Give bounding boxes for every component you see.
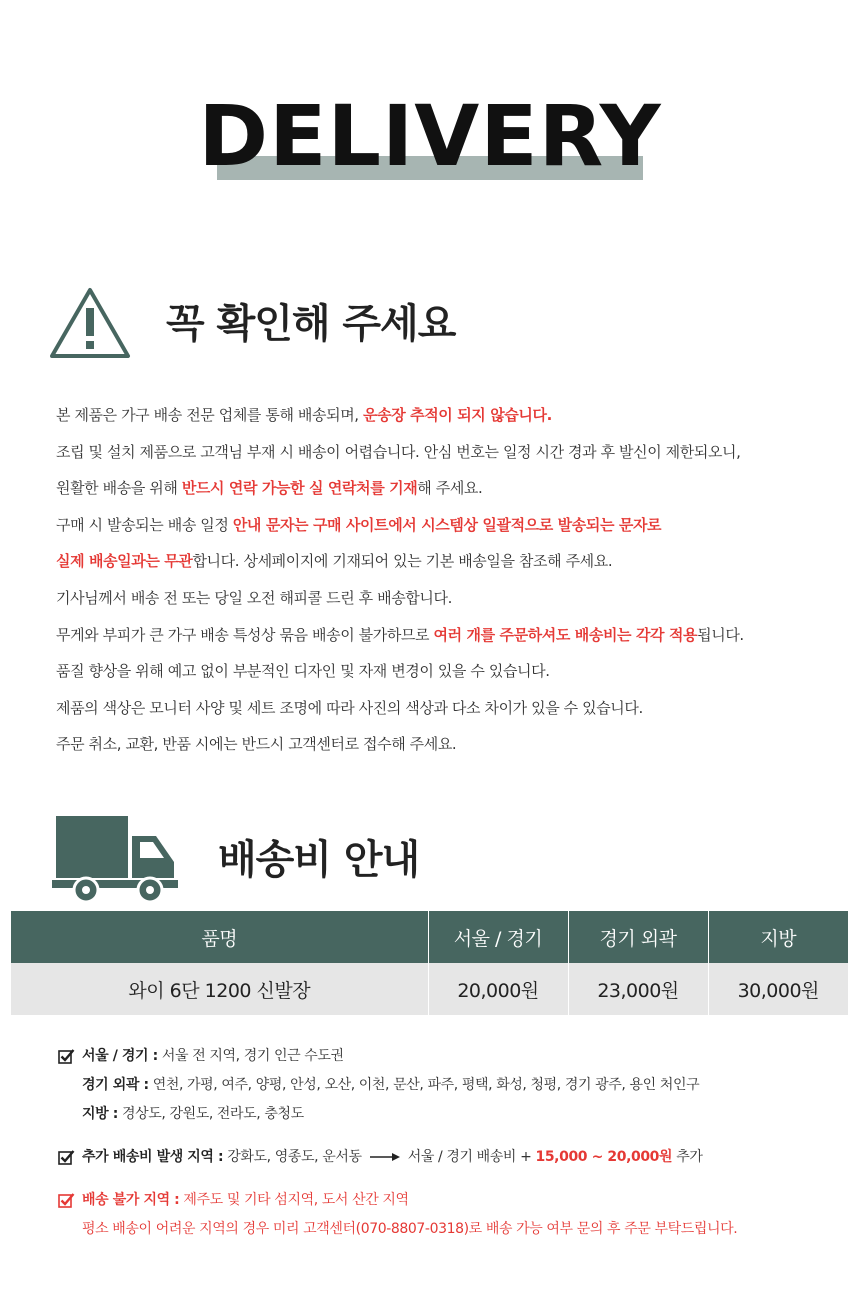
extra-fee-amount: 15,000 ~ 20,000원 [535, 1149, 673, 1165]
extra-fee-row [58, 1143, 848, 1172]
cell-price-local: 30,000원 [708, 963, 848, 1015]
unavailable-row [58, 1186, 848, 1215]
area-outer-row [58, 1071, 848, 1100]
notice-text: 조립 및 설치 제품으로 고객님 부재 시 배송이 어렵습니다. 안심 번호는 일정 시간 경과 후 발신이 제한되오니, [56, 442, 741, 461]
notice-text: 원활한 배송을 위해 [56, 479, 182, 498]
extra-fee-target: 서울 / 경기 배송비 + [407, 1149, 536, 1165]
notice-line [56, 543, 846, 580]
header-gyeonggi-outer: 경기 외곽 [568, 911, 708, 963]
area-seoul-row [58, 1042, 848, 1071]
notice-text: 구매 시 발송되는 배송 일정 [56, 515, 233, 534]
header-local: 지방 [708, 911, 848, 963]
unavailable-note-row [58, 1215, 848, 1244]
notice-text: 품질 향상을 위해 예고 없이 부분적인 디자인 및 자재 변경이 있을 수 있습니다. [56, 662, 550, 681]
extra-fee-label: 추가 배송비 발생 지역 : [82, 1149, 224, 1165]
unavailable-note: 평소 배송이 어려운 지역의 경우 미리 고객센터(070-8807-0318)로 배송 가능 여부 문의 후 주문 부탁드립니다. [82, 1221, 738, 1237]
extra-fee-suffix: 추가 [672, 1149, 703, 1165]
title-block [0, 88, 860, 188]
cell-product-name: 와이 6단 1200 신발장 [11, 963, 428, 1015]
area-outer-label: 경기 외곽 : [82, 1077, 149, 1093]
notice-line [56, 507, 846, 544]
page-title: DELIVERY [198, 87, 662, 185]
notice-line [56, 434, 846, 471]
header-seoul-gyeonggi: 서울 / 경기 [428, 911, 568, 963]
warning-icon [48, 286, 132, 360]
unavailable-label: 배송 불가 지역 : [82, 1192, 180, 1208]
shipping-area-info [58, 1042, 848, 1244]
notice-line [56, 617, 846, 654]
notice-line [56, 726, 846, 763]
notice-line [56, 653, 846, 690]
notice-text: 무게와 부피가 큰 가구 배송 특성상 묶음 배송이 불가하므로 [56, 625, 434, 644]
truck-icon [52, 814, 180, 904]
notice-highlight: 안내 문자는 구매 사이트에서 시스템상 일괄적으로 발송되는 문자로 [232, 515, 662, 534]
notice-line [56, 580, 846, 617]
header-product: 품명 [11, 911, 428, 963]
notice-text: 주문 취소, 교환, 반품 시에는 반드시 고객센터로 접수해 주세요. [56, 735, 457, 754]
notice-list [56, 397, 846, 763]
area-outer-text: 연천, 가평, 여주, 양평, 안성, 오산, 이천, 문산, 파주, 평택, 화성, 청평, 경기 광주, 용인 처인구 [148, 1077, 700, 1093]
cell-price-outer: 23,000원 [568, 963, 708, 1015]
extra-fee-areas: 강화도, 영종도, 운서동 [223, 1149, 362, 1165]
table-header-row [11, 911, 848, 963]
notice-highlight: 실제 배송일과는 무관 [56, 552, 193, 571]
notice-text: 합니다. 상세페이지에 기재되어 있는 기본 배송일을 참조해 주세요. [192, 552, 613, 571]
notice-text: 제품의 색상은 모니터 사양 및 세트 조명에 따라 사진의 색상과 다소 차이가 있을 수 있습니다. [56, 698, 643, 717]
checkbox-checked-icon [58, 1048, 75, 1065]
notice-highlight: 운송장 추적이 되지 않습니다. [363, 406, 552, 424]
notice-text: 기사님께서 배송 전 또는 당일 오전 해피콜 드린 후 배송합니다. [56, 588, 452, 607]
cell-price-seoul: 20,000원 [428, 963, 568, 1015]
area-local-row [58, 1100, 848, 1129]
notice-heading: 꼭 확인해 주세요 [166, 301, 456, 347]
area-local-text: 경상도, 강원도, 전라도, 충청도 [117, 1106, 304, 1122]
notice-line [56, 470, 846, 507]
shipping-fee-table [11, 911, 848, 1015]
area-local-label: 지방 : [82, 1106, 118, 1122]
notice-text: 본 제품은 가구 배송 전문 업체를 통해 배송되며, [56, 406, 364, 424]
notice-highlight: 여러 개를 주문하셔도 배송비는 각각 적용 [433, 625, 698, 644]
table-row [11, 963, 848, 1015]
area-seoul-text: 서울 전 지역, 경기 인근 수도권 [157, 1048, 344, 1064]
arrow-right-icon [370, 1152, 400, 1162]
notice-line [56, 690, 846, 727]
notice-line [56, 397, 846, 434]
area-seoul-label: 서울 / 경기 : [82, 1048, 158, 1064]
notice-highlight: 반드시 연락 가능한 실 연락처를 기재 [181, 479, 418, 498]
notice-text: 해 주세요. [417, 479, 483, 498]
checkbox-checked-icon [58, 1149, 75, 1166]
checkbox-checked-icon [58, 1192, 75, 1209]
shipping-heading: 배송비 안내 [218, 837, 420, 883]
unavailable-areas: 제주도 및 기타 섬지역, 도서 산간 지역 [179, 1192, 409, 1208]
notice-text: 됩니다. [697, 625, 744, 644]
